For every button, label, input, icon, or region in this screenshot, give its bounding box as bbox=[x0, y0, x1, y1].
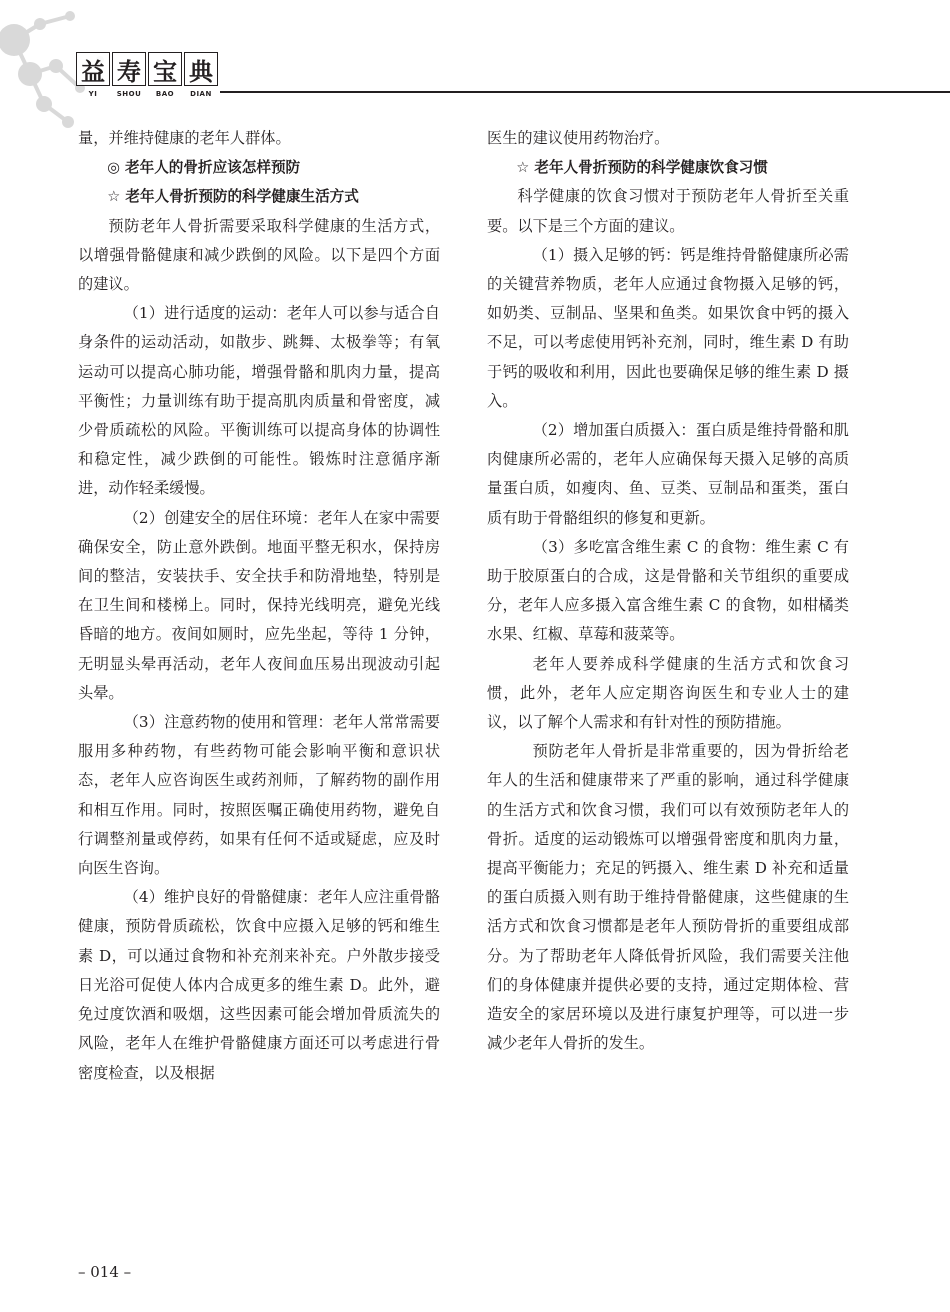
paragraph: （3）注意药物的使用和管理：老年人常常需要服用多种药物，有些药物可能会影响平衡和意识状态，老年人应咨询医生或药剂师，了解药物的副作用和相互作用。同时，按照医嘱正确使用药物，避免自行调整剂量或停药，如果有任何不适或疑虑，应及时向医生咨询。 bbox=[78, 713, 440, 878]
paragraph: 预防老年人骨折需要采取科学健康的生活方式，以增强骨骼健康和减少跌倒的风险。以下是四个方面的建议。 bbox=[78, 216, 440, 294]
masthead-char: 益 bbox=[76, 52, 110, 86]
header-rule bbox=[220, 91, 950, 93]
pinyin-label: YI bbox=[88, 90, 98, 98]
paragraph: （1）进行适度的运动：老年人可以参与适合自身条件的运动活动，如散步、跳舞、太极拳等；有氧运动可以提高心肺功能，增强骨骼和肌肉力量，提高平衡性；力量训练有助于提高肌肉质量和骨密度，减少骨质疏松的风险。平衡训练可以提高身体的协调性和稳定性，减少跌倒的可能性。锻炼时注意循序渐进，动作轻柔缓慢。 bbox=[78, 304, 440, 498]
pinyin-label: DIAN bbox=[190, 90, 212, 98]
paragraph: 科学健康的饮食习惯对于预防老年人骨折至关重要。以下是三个方面的建议。 bbox=[487, 187, 849, 235]
paragraph: 医生的建议使用药物治疗。 bbox=[487, 129, 670, 147]
pinyin-label: SHOU bbox=[116, 90, 142, 98]
paragraph: （2）创建安全的居住环境：老年人在家中需要确保安全，防止意外跌倒。地面平整无积水，保持房间的整洁，安装扶手、安全扶手和防滑地垫，特别是在卫生间和楼梯上。同时，保持光线明亮，避免光线昏暗的地方。夜间如厕时，应先坐起，等待 1 分钟，无明显头晕再活动，老年人夜间血压易出现波动引起头晕。 bbox=[78, 508, 440, 702]
masthead-char: 寿 bbox=[112, 52, 146, 86]
masthead-char: 典 bbox=[184, 52, 218, 86]
section-heading: ◎ 老年人的骨折应该怎样预防 bbox=[107, 159, 301, 177]
paragraph: 量，并维持健康的老年人群体。 bbox=[78, 129, 291, 147]
pinyin-label: BAO bbox=[155, 90, 175, 98]
masthead bbox=[76, 52, 218, 98]
paragraph: 老年人要养成科学健康的生活方式和饮食习惯，此外，老年人应定期咨询医生和专业人士的建议，以了解个人需求和有针对性的预防措施。 bbox=[487, 654, 849, 732]
paragraph: （4）维护良好的骨骼健康：老年人应注重骨骼健康，预防骨质疏松，饮食中应摄入足够的钙和维生素 D，可以通过食物和补充剂来补充。户外散步接受日光浴可促使人体内合成更多的维生素 D。此外，避免过度饮酒和吸烟，这些因素可能会增加骨质流失的风险，老年人在维护骨骼健康方面还可以考虑进行骨密度检查，以及根据 bbox=[78, 888, 440, 1082]
paragraph: （1）摄入足够的钙：钙是维持骨骼健康所必需的关键营养物质，老年人应通过食物摄入足够的钙，如奶类、豆制品、坚果和鱼类。如果饮食中钙的摄入不足，可以考虑使用钙补充剂，同时，维生素 D 有助于钙的吸收和利用，因此也要确保足够的维生素 D 摄入。 bbox=[487, 245, 849, 410]
page-number: – 014 – bbox=[78, 1263, 132, 1281]
paragraph: （2）增加蛋白质摄入：蛋白质是维持骨骼和肌肉健康所必需的，老年人应确保每天摄入足够的高质量蛋白质，如瘦肉、鱼、豆类、豆制品和蛋类，蛋白质有助于骨骼组织的修复和更新。 bbox=[487, 421, 849, 527]
right-column bbox=[487, 124, 849, 1059]
paragraph: （3）多吃富含维生素 C 的食物：维生素 C 有助于胶原蛋白的合成，这是骨骼和关节组织的重要成分，老年人应多摄入富含维生素 C 的食物，如柑橘类水果、红椒、草莓和菠菜等。 bbox=[487, 537, 849, 644]
masthead-pinyin bbox=[76, 90, 218, 98]
masthead-char: 宝 bbox=[148, 52, 182, 86]
paragraph: 预防老年人骨折是非常重要的，因为骨折给老年人的生活和健康带来了严重的影响，通过科学健康的生活方式和饮食习惯，我们可以有效预防老年人的骨折。适度的运动锻炼可以增强骨密度和肌肉力量，提高平衡能力；充足的钙摄入、维生素 D 补充和适量的蛋白质摄入则有助于维持骨骼健康，这些健康的生活方式和饮食习惯都是老年人预防骨折的重要组成部分。为了帮助老年人降低骨折风险，我们需要关注他们的身体健康并提供必要的支持，通过定期体检、营造安全的家居环境以及进行康复护理等，可以进一步减少老年人骨折的发生。 bbox=[487, 742, 849, 1053]
left-column bbox=[78, 124, 440, 1088]
subsection-heading: ☆ 老年人骨折预防的科学健康生活方式 bbox=[107, 188, 359, 206]
subsection-heading: ☆ 老年人骨折预防的科学健康饮食习惯 bbox=[516, 159, 768, 177]
